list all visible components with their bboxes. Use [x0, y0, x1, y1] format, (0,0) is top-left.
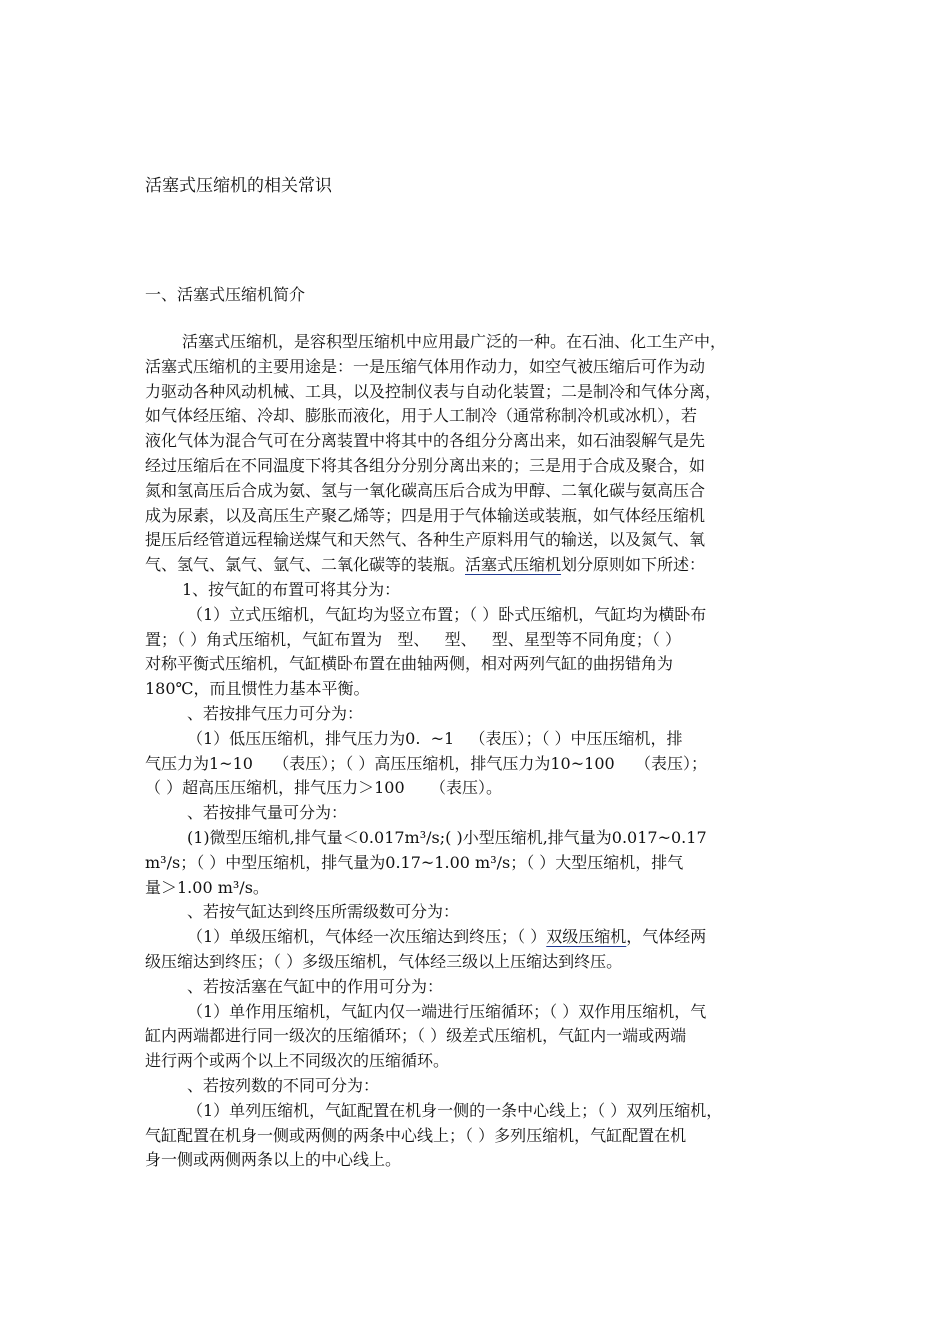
- text-segment: m³/s；（ ）中型压缩机，排气量为0.17~1.00 m³/s；（ ）大型压缩机，排气: [145, 852, 684, 872]
- text-line: [145, 1124, 810, 1149]
- text-segment: 活塞式压缩机的主要用途是：一是压缩气体用作动力，如空气被压缩后可作为动: [145, 356, 706, 376]
- text-line: [145, 330, 810, 355]
- text-segment: ，气体经两: [626, 927, 707, 947]
- text-segment: 提压后经管道远程输送煤气和天然气、各种生产原料用气的输送，以及氮气、氧: [145, 530, 706, 550]
- text-segment: 置；（ ）角式压缩机，气缸布置为 型、 型、 型、星型等不同角度；（ ）: [145, 629, 681, 649]
- text-line: [145, 950, 810, 975]
- text-line: [145, 355, 810, 380]
- text-line: [145, 1074, 810, 1099]
- text-line: [145, 851, 810, 876]
- text-segment: 活塞式压缩机，是容积型压缩机中应用最广泛的一种。在石油、化工生产中，: [182, 332, 727, 351]
- text-segment: 量＞1.00 m³/s。: [145, 877, 269, 897]
- text-segment: （ ）超高压压缩机，排气压力＞100 （表压）。: [145, 778, 503, 798]
- text-segment: 缸内两端都进行同一级次的压缩循环；（ ）级差式压缩机，气缸内一端或两端: [145, 1026, 687, 1046]
- text-line: [145, 975, 810, 1000]
- text-segment: 液化气体为混合气可在分离装置中将其中的各组分分离出来，如石油裂解气是先: [145, 431, 706, 451]
- text-segment: 经过压缩后在不同温度下将其各组分分别分离出来的；三是用于合成及聚合，如: [145, 455, 706, 475]
- text-line: [145, 1099, 810, 1124]
- text-line: [145, 900, 810, 925]
- text-segment: 成为尿素，以及高压生产聚乙烯等；四是用于气体输送或装瓶，如气体经压缩机: [145, 505, 706, 525]
- text-line: [145, 876, 810, 901]
- text-line: [145, 479, 810, 504]
- text-segment: 、若按排气压力可分为：: [187, 703, 364, 723]
- text-line: [145, 652, 810, 677]
- text-segment: 气缸配置在机身一侧或两侧的两条中心线上；（ ）多列压缩机，气缸配置在机: [145, 1125, 687, 1145]
- text-line: [145, 404, 810, 429]
- text-segment: （1）单作用压缩机，气缸内仅一端进行压缩循环；（ ）双作用压缩机，气: [187, 1001, 707, 1021]
- text-line: [145, 752, 810, 777]
- hyperlink[interactable]: 双级压缩机: [546, 927, 627, 947]
- text-segment: 180℃，而且惯性力基本平衡。: [145, 679, 370, 699]
- text-line: [145, 925, 810, 950]
- text-line: [145, 1148, 810, 1173]
- text-segment: (1)微型压缩机,排气量＜0.017m³/s;( )小型压缩机,排气量为0.017~0.17: [187, 827, 707, 847]
- text-segment: 1、按气缸的布置可将其分为：: [182, 579, 401, 599]
- section-heading: 一、活塞式压缩机简介: [145, 285, 306, 304]
- text-segment: 、若按列数的不同可分为：: [187, 1075, 380, 1095]
- text-line: [145, 1024, 810, 1049]
- text-line: [145, 801, 810, 826]
- text-segment: 对称平衡式压缩机，气缸横卧布置在曲轴两侧，相对两列气缸的曲拐错角为: [145, 654, 674, 674]
- text-segment: （1）单级压缩机，气体经一次压缩达到终压；（ ）: [187, 927, 547, 947]
- text-segment: 身一侧或两侧两条以上的中心线上。: [145, 1150, 402, 1170]
- text-line: [145, 380, 810, 405]
- document-body: [145, 330, 810, 1173]
- text-line: [145, 826, 810, 851]
- text-line: [145, 553, 810, 578]
- hyperlink[interactable]: 活塞式压缩机: [465, 555, 562, 575]
- text-line: [145, 528, 810, 553]
- text-line: [145, 454, 810, 479]
- text-segment: 气压力为1~10 （表压）；（ ）高压压缩机，排气压力为10~100 （表压）；: [145, 753, 708, 773]
- text-line: [145, 1049, 810, 1074]
- text-line: [145, 504, 810, 529]
- text-line: [145, 702, 810, 727]
- text-segment: 气、氢气、氯气、氩气、二氧化碳等的装瓶。: [145, 555, 466, 575]
- text-segment: （1）低压压缩机，排气压力为0. ~1 （表压）；（ ）中压压缩机，排: [187, 728, 683, 748]
- text-line: [145, 776, 810, 801]
- text-segment: 、若按排气量可分为：: [187, 803, 348, 823]
- text-segment: （1）立式压缩机，气缸均为竖立布置；（ ）卧式压缩机，气缸均为横卧布: [187, 604, 707, 624]
- text-line: [145, 727, 810, 752]
- text-segment: 如气体经压缩、冷却、膨胀而液化，用于人工制冷（通常称制冷机或冰机），若: [145, 406, 698, 426]
- text-line: [145, 429, 810, 454]
- text-segment: 进行两个或两个以上不同级次的压缩循环。: [145, 1051, 450, 1071]
- document-title: 活塞式压缩机的相关常识: [145, 176, 332, 196]
- text-line: [145, 677, 810, 702]
- text-line: [145, 628, 810, 653]
- text-segment: 氮和氢高压后合成为氨、氢与一氧化碳高压后合成为甲醇、二氧化碳与氨高压合: [145, 480, 706, 500]
- text-segment: 级压缩达到终压；（ ）多级压缩机，气体经三级以上压缩达到终压。: [145, 951, 623, 971]
- text-line: [145, 1000, 810, 1025]
- text-segment: 、若按活塞在气缸中的作用可分为：: [187, 976, 444, 996]
- text-segment: （1）单列压缩机，气缸配置在机身一侧的一条中心线上；（ ）双列压缩机，: [187, 1100, 723, 1120]
- text-line: [145, 578, 810, 603]
- text-line: [145, 603, 810, 628]
- text-segment: 、若按气缸达到终压所需级数可分为：: [187, 902, 460, 922]
- text-segment: 力驱动各种风动机械、工具，以及控制仪表与自动化装置；二是制冷和气体分离，: [145, 381, 722, 401]
- text-segment: 划分原则如下所述：: [561, 555, 706, 575]
